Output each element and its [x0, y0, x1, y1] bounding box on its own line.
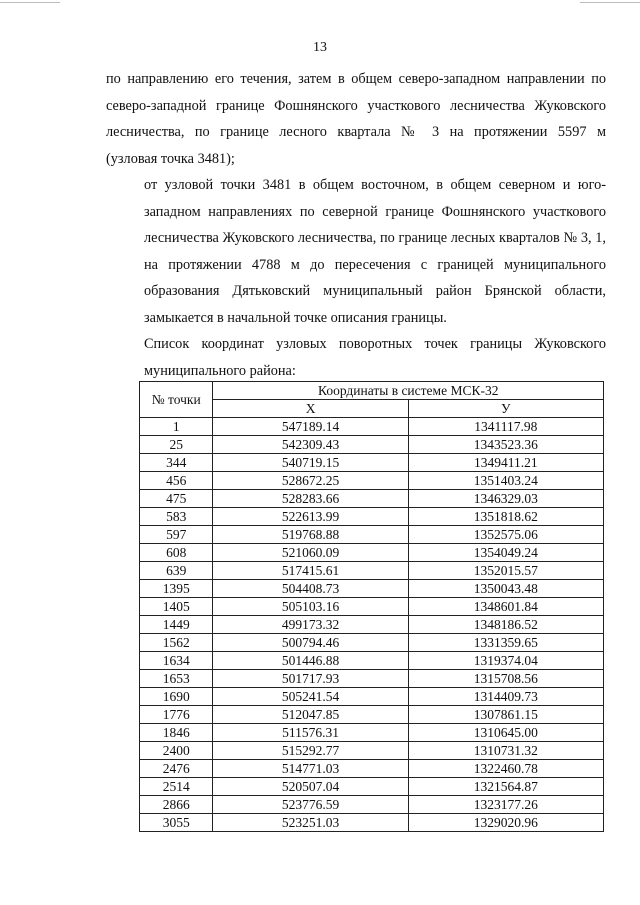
y-coordinate-cell: 1351818.62	[408, 508, 603, 526]
x-coordinate-cell: 523776.59	[213, 796, 408, 814]
x-coordinate-cell: 504408.73	[213, 580, 408, 598]
y-coordinate-cell: 1348601.84	[408, 598, 603, 616]
header-point-number: № точки	[140, 382, 213, 418]
text-line: Список координат узловых поворотных точек границы Жуковского	[144, 336, 606, 352]
x-coordinate-cell: 528283.66	[213, 490, 408, 508]
point-number-cell: 2476	[140, 760, 213, 778]
table-row	[140, 652, 604, 670]
table-row	[140, 472, 604, 490]
y-coordinate-cell: 1321564.87	[408, 778, 603, 796]
x-coordinate-cell: 547189.14	[213, 418, 408, 436]
page-number: 13	[313, 40, 327, 55]
y-coordinate-cell: 1323177.26	[408, 796, 603, 814]
x-coordinate-cell: 528672.25	[213, 472, 408, 490]
y-coordinate-cell: 1322460.78	[408, 760, 603, 778]
table-row	[140, 598, 604, 616]
scan-edge-mark-left	[0, 2, 60, 3]
x-coordinate-cell: 522613.99	[213, 508, 408, 526]
text-line: замыкается в начальной точке описания границы.	[144, 309, 447, 326]
point-number-cell: 475	[140, 490, 213, 508]
point-number-cell: 639	[140, 562, 213, 580]
table-row	[140, 796, 604, 814]
point-number-cell: 3055	[140, 814, 213, 832]
y-coordinate-cell: 1310731.32	[408, 742, 603, 760]
table-row	[140, 778, 604, 796]
x-coordinate-cell: 499173.32	[213, 616, 408, 634]
y-coordinate-cell: 1331359.65	[408, 634, 603, 652]
text-line: западном направлениях по северной границе Фошнянского участкового	[144, 203, 606, 220]
point-number-cell: 1	[140, 418, 213, 436]
paragraph	[106, 172, 606, 331]
text-line: по направлению его течения, затем в общем северо-западном направлении по	[106, 71, 606, 87]
table-row	[140, 670, 604, 688]
point-number-cell: 2400	[140, 742, 213, 760]
point-number-cell: 344	[140, 454, 213, 472]
table-row	[140, 544, 604, 562]
table-row	[140, 526, 604, 544]
text-line: лесничества, по границе лесного квартала № 3 на протяжении 5597 м	[106, 124, 606, 140]
x-coordinate-cell: 519768.88	[213, 526, 408, 544]
table-row	[140, 634, 604, 652]
y-coordinate-cell: 1329020.96	[408, 814, 603, 832]
coordinates-table	[139, 381, 604, 832]
y-coordinate-cell: 1315708.56	[408, 670, 603, 688]
x-coordinate-cell: 523251.03	[213, 814, 408, 832]
table-row	[140, 562, 604, 580]
y-coordinate-cell: 1348186.52	[408, 616, 603, 634]
header-x: X	[213, 400, 408, 418]
y-coordinate-cell: 1319374.04	[408, 652, 603, 670]
x-coordinate-cell: 542309.43	[213, 436, 408, 454]
table-row	[140, 760, 604, 778]
table-row	[140, 418, 604, 436]
table-row	[140, 724, 604, 742]
table-row	[140, 454, 604, 472]
point-number-cell: 1690	[140, 688, 213, 706]
point-number-cell: 25	[140, 436, 213, 454]
point-number-cell: 1562	[140, 634, 213, 652]
point-number-cell: 456	[140, 472, 213, 490]
x-coordinate-cell: 521060.09	[213, 544, 408, 562]
point-number-cell: 2514	[140, 778, 213, 796]
point-number-cell: 1634	[140, 652, 213, 670]
x-coordinate-cell: 501446.88	[213, 652, 408, 670]
point-number-cell: 608	[140, 544, 213, 562]
point-number-cell: 2866	[140, 796, 213, 814]
x-coordinate-cell: 512047.85	[213, 706, 408, 724]
text-line: муниципального района:	[144, 362, 296, 379]
table-row	[140, 508, 604, 526]
point-number-cell: 1653	[140, 670, 213, 688]
y-coordinate-cell: 1354049.24	[408, 544, 603, 562]
header-y: У	[408, 400, 603, 418]
y-coordinate-cell: 1341117.98	[408, 418, 603, 436]
table-row	[140, 814, 604, 832]
y-coordinate-cell: 1314409.73	[408, 688, 603, 706]
text-line: северо-западной границе Фошнянского участкового лесничества Жуковского	[106, 97, 606, 114]
x-coordinate-cell: 511576.31	[213, 724, 408, 742]
point-number-cell: 1405	[140, 598, 213, 616]
scan-edge-mark-right	[580, 2, 640, 3]
y-coordinate-cell: 1310645.00	[408, 724, 603, 742]
table-row	[140, 580, 604, 598]
point-number-cell: 1776	[140, 706, 213, 724]
point-number-cell: 583	[140, 508, 213, 526]
y-coordinate-cell: 1352575.06	[408, 526, 603, 544]
coordinates-table-body	[140, 418, 604, 832]
x-coordinate-cell: 514771.03	[213, 760, 408, 778]
point-number-cell: 597	[140, 526, 213, 544]
text-line: на протяжении 4788 м до пересечения с границей муниципального	[144, 256, 606, 273]
table-row	[140, 436, 604, 454]
text-line: от узловой точки 3481 в общем восточном, в общем северном и юго-	[144, 177, 606, 193]
y-coordinate-cell: 1352015.57	[408, 562, 603, 580]
y-coordinate-cell: 1307861.15	[408, 706, 603, 724]
table-row	[140, 490, 604, 508]
y-coordinate-cell: 1349411.21	[408, 454, 603, 472]
point-number-cell: 1449	[140, 616, 213, 634]
table-row	[140, 616, 604, 634]
paragraph	[106, 66, 606, 172]
y-coordinate-cell: 1346329.03	[408, 490, 603, 508]
x-coordinate-cell: 505103.16	[213, 598, 408, 616]
x-coordinate-cell: 500794.46	[213, 634, 408, 652]
x-coordinate-cell: 505241.54	[213, 688, 408, 706]
y-coordinate-cell: 1351403.24	[408, 472, 603, 490]
table-row	[140, 688, 604, 706]
text-line: (узловая точка 3481);	[106, 150, 235, 167]
x-coordinate-cell: 517415.61	[213, 562, 408, 580]
x-coordinate-cell: 520507.04	[213, 778, 408, 796]
point-number-cell: 1846	[140, 724, 213, 742]
x-coordinate-cell: 540719.15	[213, 454, 408, 472]
document-body	[106, 66, 606, 384]
point-number-cell: 1395	[140, 580, 213, 598]
x-coordinate-cell: 501717.93	[213, 670, 408, 688]
table-row	[140, 742, 604, 760]
header-coordinates: Координаты в системе МСК-32	[213, 382, 604, 400]
text-line: лесничества Жуковского лесничества, по границе лесных кварталов № 3, 1,	[144, 230, 606, 246]
table-row	[140, 706, 604, 724]
paragraph	[106, 331, 606, 384]
x-coordinate-cell: 515292.77	[213, 742, 408, 760]
y-coordinate-cell: 1343523.36	[408, 436, 603, 454]
text-line: образования Дятьковский муниципальный район Брянской области,	[144, 283, 606, 299]
y-coordinate-cell: 1350043.48	[408, 580, 603, 598]
